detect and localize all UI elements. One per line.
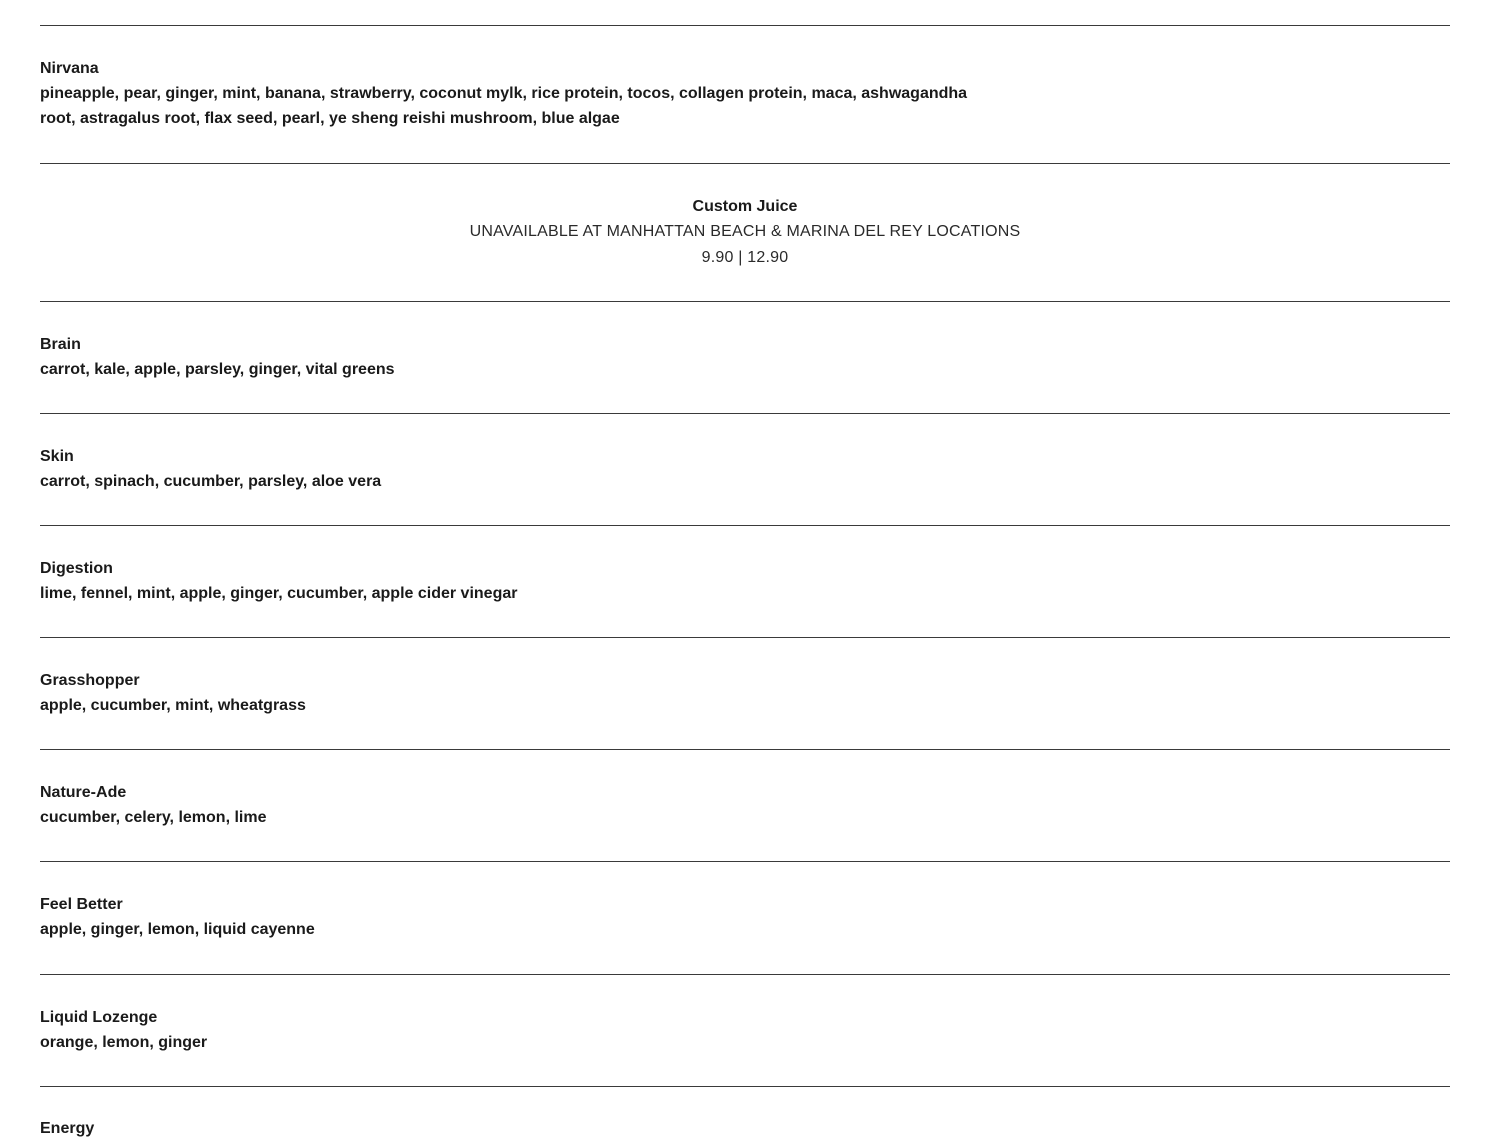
menu-divider xyxy=(40,525,1450,526)
item-ingredients: cucumber, celery, lemon, lime xyxy=(40,809,267,826)
availability-note: UNAVAILABLE AT MANHATTAN BEACH & MARINA DEL REY LOCATIONS xyxy=(469,223,1021,240)
item-ingredients: pineapple, pear, ginger, mint, banana, strawberry, coconut mylk, rice protein, tocos, collagen protein, maca, ashwagandha root, astragalus root, flax seed, pearl, ye sheng reishi mushroom, blue algae xyxy=(40,85,968,127)
item-ingredients: lime, fennel, mint, apple, ginger, cucumber, apple cider vinegar xyxy=(40,585,518,602)
item-name: Energy xyxy=(40,1120,95,1137)
menu-divider xyxy=(40,974,1450,975)
item-name: Grasshopper xyxy=(40,672,140,689)
menu-divider xyxy=(40,749,1450,750)
menu-divider xyxy=(40,413,1450,414)
menu-divider xyxy=(40,301,1450,302)
menu-item-liquid-lozenge xyxy=(40,1005,1450,1055)
menu-divider xyxy=(40,25,1450,26)
menu-item-energy xyxy=(40,1116,1450,1141)
item-name: Digestion xyxy=(40,560,113,577)
menu-item-nirvana xyxy=(40,56,1450,131)
menu-divider xyxy=(40,1086,1450,1087)
item-ingredients: carrot, spinach, cucumber, parsley, aloe vera xyxy=(40,473,382,490)
menu-divider xyxy=(40,861,1450,862)
item-name: Brain xyxy=(40,336,81,353)
item-price: 9.90 | 12.90 xyxy=(701,248,789,266)
menu-item-skin xyxy=(40,444,1450,494)
menu-divider xyxy=(40,637,1450,638)
item-ingredients: apple, ginger, lemon, liquid cayenne xyxy=(40,921,315,938)
item-name: Nirvana xyxy=(40,60,99,77)
menu-item-custom-juice xyxy=(40,194,1450,270)
menu-item-digestion xyxy=(40,556,1450,606)
item-name: Feel Better xyxy=(40,896,123,913)
menu-divider xyxy=(40,163,1450,164)
item-name: Custom Juice xyxy=(692,198,798,215)
menu-item-feel-better xyxy=(40,892,1450,942)
item-name: Liquid Lozenge xyxy=(40,1009,158,1026)
item-ingredients: orange, lemon, ginger xyxy=(40,1034,208,1051)
menu-item-brain xyxy=(40,332,1450,382)
item-ingredients: carrot, kale, apple, parsley, ginger, vital greens xyxy=(40,361,395,378)
item-name: Nature-Ade xyxy=(40,784,127,801)
item-ingredients: apple, cucumber, mint, wheatgrass xyxy=(40,697,306,714)
menu-item-nature-ade xyxy=(40,780,1450,830)
item-name: Skin xyxy=(40,448,74,465)
menu-item-grasshopper xyxy=(40,668,1450,718)
